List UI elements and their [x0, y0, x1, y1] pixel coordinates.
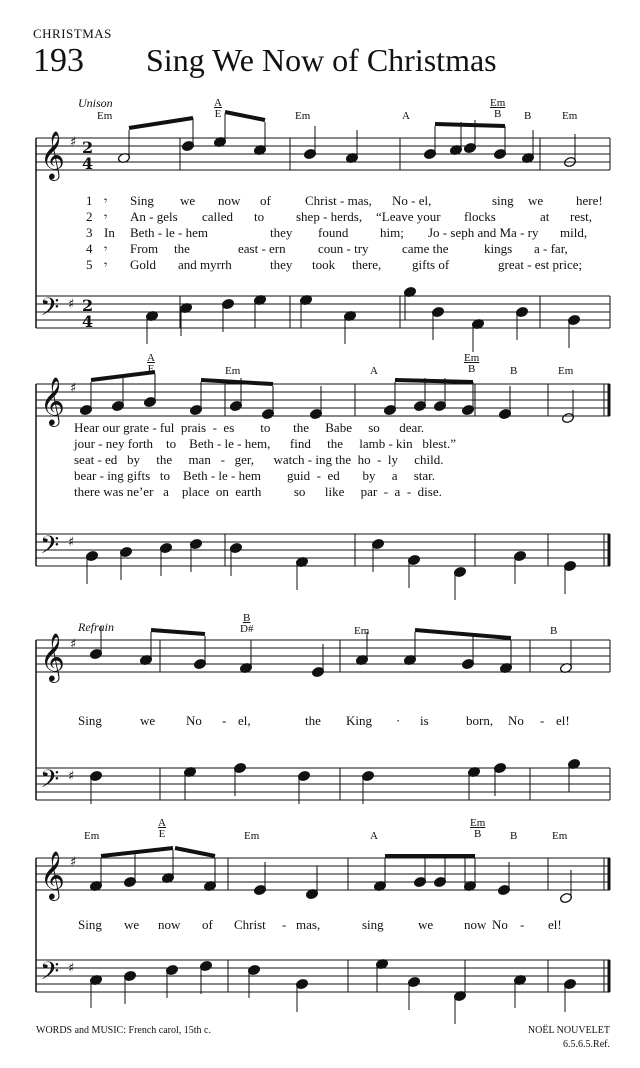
beam: [151, 630, 205, 634]
verse-line: Hear our grate - ful prais - es to the Babe so dear.: [74, 420, 425, 435]
chord-symbol: Em: [354, 625, 370, 637]
chord-symbol: B: [550, 625, 558, 637]
final-lyric: -: [282, 917, 287, 932]
beam: [415, 630, 511, 638]
final-lyric: No: [492, 917, 508, 932]
chord-root: A: [147, 352, 155, 364]
key-signature-sharp: ♯: [68, 769, 75, 784]
lyric-syllable: there,: [352, 257, 382, 272]
key-signature-sharp: ♯: [70, 381, 77, 396]
bass-clef: 𝄢: [40, 765, 60, 800]
refrain-lyric: the: [305, 713, 321, 728]
key-signature-sharp: ♯: [68, 535, 75, 550]
chord-root: Em: [470, 817, 486, 829]
chord-bass: E: [158, 828, 166, 840]
lyric-syllable: and myrrh: [178, 257, 232, 272]
lyric-syllable: came the: [402, 241, 449, 256]
lyric-syllable: him;: [380, 225, 404, 240]
lyric-syllable: a - far,: [534, 241, 568, 256]
lyric-syllable: 𝄾: [104, 193, 108, 208]
lyric-syllable: we: [180, 193, 196, 208]
lyric-syllable: called: [202, 209, 234, 224]
lyric-syllable: sing: [492, 193, 514, 208]
beam: [395, 380, 473, 382]
treble-clef: 𝄞: [40, 632, 65, 681]
treble-clef: 𝄞: [40, 376, 65, 425]
chord-symbol: A: [402, 110, 410, 122]
refrain-lyric: No: [186, 713, 202, 728]
section-heading: CHRISTMAS: [33, 26, 112, 41]
lyric-syllable: to: [254, 209, 265, 224]
lyric-syllable: took: [312, 257, 336, 272]
chord-root: Em: [490, 97, 506, 109]
treble-clef: 𝄞: [40, 130, 65, 179]
refrain-lyric: King: [346, 713, 372, 728]
chord-root: A: [214, 97, 222, 109]
final-lyric: now: [464, 917, 487, 932]
slash-chord-symbol: [147, 353, 155, 375]
key-signature-sharp: ♯: [70, 135, 77, 150]
final-lyric: we: [124, 917, 140, 932]
lyric-syllable: the: [174, 241, 190, 256]
lyric-syllable: at: [540, 209, 550, 224]
key-signature-sharp: ♯: [70, 855, 77, 870]
lyric-syllable: In: [104, 225, 115, 240]
lyric-syllable: gifts of: [412, 257, 450, 272]
verse-number: 2: [86, 209, 93, 224]
bass-clef: 𝄢: [40, 957, 60, 992]
time-signature-bottom: 4: [82, 154, 94, 173]
beam: [129, 118, 193, 128]
refrain-lyric: No: [508, 713, 524, 728]
treble-clef: 𝄞: [40, 850, 65, 899]
final-lyric: mas,: [296, 917, 321, 932]
final-lyric: Sing: [78, 917, 102, 932]
chord-bass: B: [473, 828, 482, 840]
refrain-lyric: -: [540, 713, 545, 728]
chord-symbol: Em: [225, 365, 241, 377]
verse-line: seat - ed by the man - ger, watch - ing the ho - ly child.: [74, 452, 444, 467]
lyric-syllable: rest,: [570, 209, 593, 224]
lyric-syllable: great - est price;: [498, 257, 583, 272]
lyric-syllable: 𝄾: [104, 257, 108, 272]
lyric-syllable: here!: [576, 193, 603, 208]
chord-symbol: A: [370, 365, 378, 377]
verse-number: 3: [86, 225, 93, 240]
chord-root: Em: [464, 352, 480, 364]
meter: 6.5.6.5.Ref.: [563, 1039, 610, 1050]
verse-number: 5: [86, 257, 93, 272]
slash-chord-symbol: [464, 353, 479, 375]
chord-symbol: Em: [97, 110, 113, 122]
verse-line: there was ne’er a place on earth so like par - a - dise.: [74, 484, 442, 499]
verse-line: jour - ney forth to Beth - le - hem, find the lamb - kin blest.”: [74, 436, 456, 451]
chord-symbol: B: [510, 830, 518, 842]
refrain-lyric: el,: [238, 713, 251, 728]
lyric-syllable: we: [528, 193, 544, 208]
lyric-syllable: Beth - le - hem: [130, 225, 208, 240]
chord-symbol: Em: [84, 830, 100, 842]
final-lyric: el!: [548, 917, 562, 932]
key-signature-sharp: ♯: [68, 297, 75, 312]
lyric-syllable: east - ern: [238, 241, 286, 256]
key-signature-sharp: ♯: [70, 637, 77, 652]
beam: [201, 380, 273, 384]
lyric-syllable: kings: [484, 241, 513, 256]
slash-chord-symbol: [158, 818, 166, 840]
verse-number: 4: [86, 241, 93, 256]
chord-root: A: [158, 817, 166, 829]
beam: [175, 848, 215, 856]
chord-symbol: A: [370, 830, 378, 842]
lyric-syllable: found: [318, 225, 349, 240]
tune-name: NOËL NOUVELET: [527, 1025, 610, 1036]
lyric-syllable: of: [260, 193, 271, 208]
final-lyric: of: [202, 917, 213, 932]
lyric-syllable: they: [270, 225, 293, 240]
time-signature-top: 2: [82, 138, 94, 157]
lyric-syllable: shep - herds,: [296, 209, 363, 224]
final-lyric: now: [158, 917, 181, 932]
chord-bass: E: [214, 108, 222, 120]
refrain-lyric: -: [222, 713, 227, 728]
verse-number: 1: [86, 193, 93, 208]
lyric-syllable: An - gels: [130, 209, 178, 224]
final-lyric: we: [418, 917, 434, 932]
chord-bass: D#: [240, 623, 254, 635]
credit-line: WORDS and MUSIC: French carol, 15th c.: [36, 1025, 211, 1036]
refrain-lyric: el!: [556, 713, 570, 728]
hymn-number: 193: [33, 42, 84, 79]
chord-symbol: Em: [244, 830, 260, 842]
time-signature-bottom: 4: [82, 312, 94, 331]
refrain-lyric: Sing: [78, 713, 102, 728]
time-signature-top: 2: [82, 296, 94, 315]
chord-symbol: B: [524, 110, 532, 122]
chord-symbol: Em: [295, 110, 311, 122]
refrain-lyric: ·: [396, 713, 401, 728]
refrain-lyric: is: [420, 713, 429, 728]
chord-symbol: Em: [558, 365, 574, 377]
slash-chord-symbol: [490, 98, 505, 120]
unison-label: Unison: [78, 96, 113, 110]
final-lyric: Christ: [234, 917, 266, 932]
lyric-syllable: Jo - seph and Ma - ry: [428, 225, 539, 240]
beam: [435, 124, 505, 126]
lyric-syllable: No - el,: [392, 193, 432, 208]
bass-clef: 𝄢: [40, 531, 60, 566]
bass-clef: 𝄢: [40, 293, 60, 328]
chord-bass: B: [493, 108, 502, 120]
chord-root: B: [243, 612, 251, 624]
key-signature-sharp: ♯: [68, 961, 75, 976]
lyric-syllable: 𝄾: [104, 209, 108, 224]
lyric-syllable: Sing: [130, 193, 154, 208]
beam: [101, 848, 173, 856]
slash-chord-symbol: [240, 613, 253, 635]
lyric-syllable: 𝄾: [104, 241, 108, 256]
refrain-lyric: we: [140, 713, 156, 728]
lyric-syllable: coun - try: [318, 241, 369, 256]
lyric-syllable: From: [130, 241, 159, 256]
slash-chord-symbol: [214, 98, 222, 120]
chord-bass: E: [147, 363, 155, 375]
refrain-label: Refrain: [78, 620, 114, 634]
final-lyric: sing: [362, 917, 384, 932]
lyric-syllable: “Leave your: [376, 209, 441, 224]
chord-bass: B: [467, 363, 476, 375]
final-lyric: -: [520, 917, 525, 932]
lyric-syllable: they: [270, 257, 293, 272]
refrain-lyric: born,: [466, 713, 494, 728]
lyric-syllable: now: [218, 193, 241, 208]
lyric-syllable: flocks: [464, 209, 496, 224]
lyric-syllable: mild,: [560, 225, 588, 240]
lyric-syllable: Christ - mas,: [305, 193, 372, 208]
chord-symbol: Em: [562, 110, 578, 122]
lyric-syllable: Gold: [130, 257, 156, 272]
hymn-title: Sing We Now of Christmas: [146, 42, 497, 78]
beam: [225, 112, 265, 120]
verse-line: bear - ing gifts to Beth - le - hem guid - ed by a star.: [74, 468, 436, 483]
chord-symbol: B: [510, 365, 518, 377]
chord-symbol: Em: [552, 830, 568, 842]
slash-chord-symbol: [470, 818, 485, 840]
